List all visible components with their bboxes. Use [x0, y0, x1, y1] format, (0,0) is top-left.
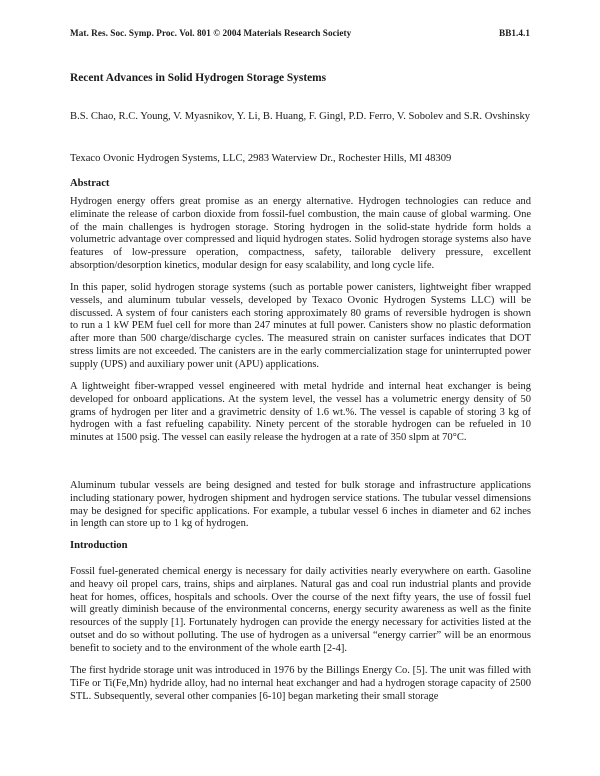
affiliation: Texaco Ovonic Hydrogen Systems, LLC, 2983 Waterview Dr., Rochester Hills, MI 48309 — [70, 153, 452, 164]
running-header: Mat. Res. Soc. Symp. Proc. Vol. 801 © 2004 Materials Research Society — [70, 28, 352, 38]
abstract-paragraph: A lightweight fiber-wrapped vessel engineered with metal hydride and internal heat exchanger is being developed for onboard applications. At the system level, the vessel has a volumetric energy density of 50 grams of hydrogen per liter and a gravimetric density of 1.6 wt.%. The vessel is capable of storing 3 kg of hydrogen with a fast refueling capability. Ninety percent of the storable hydrogen can be refueled in 10 minutes at 1500 psig. The vessel can easily release the hydrogen at a rate of 350 slpm at 70°C. — [70, 381, 531, 444]
abstract-paragraph: Aluminum tubular vessels are being designed and tested for bulk storage and infrastructure applications including stationary power, hydrogen shipment and hydrogen service stations. The tubular vessel dimensions may be designed for specific applications. For example, a tubular vessel 6 inches in diameter and 62 inches in length can store up to 1 kg of hydrogen. — [70, 480, 531, 530]
abstract-heading: Abstract — [70, 178, 110, 189]
introduction-paragraph: Fossil fuel-generated chemical energy is necessary for daily activities nearly everywhere on earth. Gasoline and heavy oil propel cars, trains, ships and airplanes. Natural gas and coal run industrial plants and provide heat for homes, offices, hospitals and schools. Over the course of the next fifty years, the use of fossil fuel will greatly diminish because of the environmental concerns, energy security awareness as well as the finite resources of the supply [1]. Fortunately hydrogen can provide the energy necessary for activities listed at the outset and do so without polluting. The use of hydrogen as a universal “energy carrier” will be an enormous benefit to society and to the environment of the whole earth [2-4]. — [70, 566, 531, 654]
abstract-paragraph: Hydrogen energy offers great promise as an energy alternative. Hydrogen technologies can reduce and eliminate the release of carbon dioxide from fossil-fuel combustion, the main cause of global warming. One of the main challenges is hydrogen storage. Storing hydrogen in the solid-state hydride form holds a volumetric advantage over compressed and liquid hydrogen states. Solid hydrogen storage systems also have features of low-pressure operation, compactness, safety, tailorable delivery pressure, excellent absorption/desorption kinetics, modular design for easy scalability, and long cycle life. — [70, 196, 531, 271]
paper-title: Recent Advances in Solid Hydrogen Storage Systems — [70, 72, 327, 84]
introduction-heading: Introduction — [70, 540, 128, 551]
abstract-paragraph: In this paper, solid hydrogen storage systems (such as portable power canisters, lightweight fiber wrapped vessels, and aluminum tubular vessels, developed by Texaco Ovonic Hydrogen Systems LLC) will be discussed. A system of four canisters each storing approximately 80 grams of reversible hydrogen is shown to run a 1 kW PEM fuel cell for more than 247 minutes at full power. Canisters show no plastic deformation after more than 500 charge/discharge cycles. The measured strain on canister surfaces indicates that DOT stress limits are not exceeded. The canisters are in the early commercialization stage for uninterrupted power supply (UPS) and auxiliary power unit (APU) applications. — [70, 282, 531, 370]
author-list: B.S. Chao, R.C. Young, V. Myasnikov, Y. Li, B. Huang, F. Gingl, P.D. Ferro, V. Sobolev and S.R. Ovshinsky — [70, 111, 531, 122]
page-number: BB1.4.1 — [499, 28, 530, 38]
introduction-paragraph: The first hydride storage unit was introduced in 1976 by the Billings Energy Co. [5]. The unit was filled with TiFe or Ti(Fe,Mn) hydride alloy, had no internal heat exchanger and had a hydrogen storage capacity of 2500 STL. Subsequently, several other companies [6-10] began marketing their small storage — [70, 665, 531, 702]
